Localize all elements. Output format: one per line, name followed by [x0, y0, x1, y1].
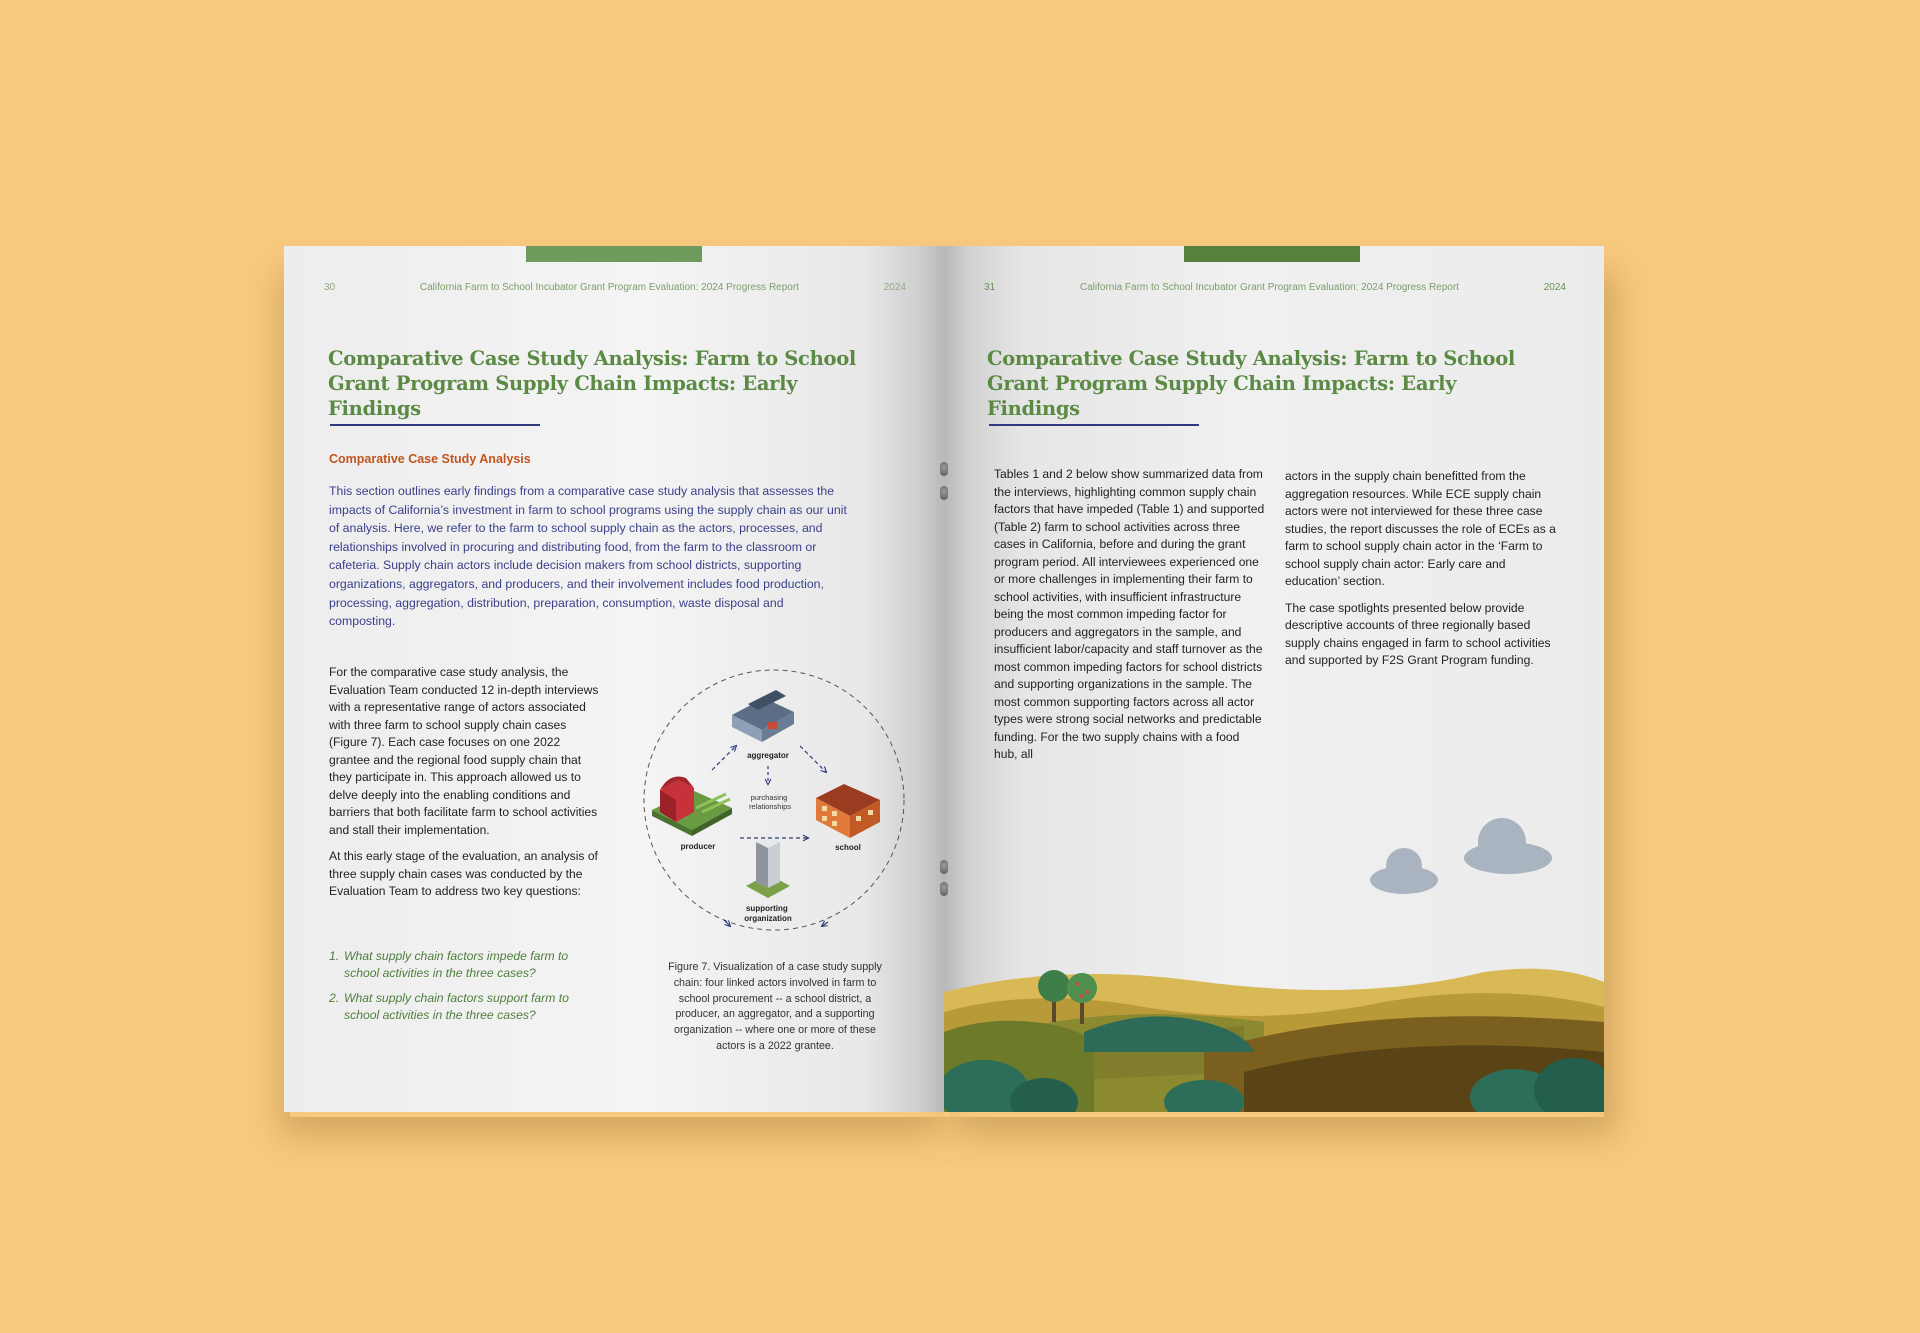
heading-rule [330, 424, 540, 426]
binding-ring [940, 860, 948, 874]
aggregator-label: aggregator [747, 751, 789, 760]
left-column [329, 664, 599, 910]
figure-caption: Figure 7. Visualization of a case study supply chain: four linked actors involved in farm to school procurement -- a school district, a producer, an aggregator, and a supporting organization -- where one or more of these actors is a 2022 grantee. [668, 961, 882, 1052]
running-title: California Farm to School Incubator Grant Program Evaluation: 2024 Progress Report [1079, 282, 1459, 293]
running-year: 2024 [1543, 282, 1566, 293]
binding-ring [940, 486, 948, 500]
question-item [329, 990, 589, 1024]
supporting-label-line: supporting [745, 904, 788, 913]
question-number: 1. [329, 949, 340, 963]
question-number: 2. [329, 991, 340, 1005]
question-text: What supply chain factors impede farm to school activities in the three cases? [344, 949, 569, 980]
body-paragraph: For the comparative case study analysis, the Evaluation Team conducted 12 in-depth interviews with a representative range of actors associated with three farm to school supply chain cases (Figure 7). Each case focuses on one 2022 grantee and the regional food supply chain that they participate in. This approach allowed us to delve deeply into the enabling conditions and barriers that both facilitate farm to school activities and stall their implementation. [329, 665, 599, 837]
supporting-label-line: organization [744, 914, 792, 923]
landscape-illustration [944, 962, 1604, 1112]
heading-line: Comparative Case Study Analysis: Farm to School [987, 347, 1516, 370]
running-title: California Farm to School Incubator Grant Program Evaluation: 2024 Progress Report [419, 282, 799, 293]
page-tab [526, 246, 702, 262]
right-column-2 [1285, 468, 1561, 679]
producer-label: producer [680, 842, 716, 851]
heading-rule [989, 424, 1199, 426]
page-heading [987, 346, 1547, 421]
right-page [944, 246, 1604, 1112]
school-label: school [835, 843, 861, 852]
supporting-organization-icon [746, 836, 790, 898]
school-icon [816, 784, 880, 838]
body-paragraph: At this early stage of the evaluation, an analysis of three supply chain cases was conducted by the Evaluation Team to address two key questions: [329, 849, 598, 898]
supporting-organization-label [744, 904, 792, 923]
purchasing-relationships-label [749, 793, 791, 811]
producer-icon [652, 777, 732, 837]
running-header [324, 282, 906, 296]
body-paragraph: actors in the supply chain benefitted from the aggregation resources. While ECE supply chain actors were not interviewed for these three case studies, the report discusses the role of ECEs as a farm to school supply chain actor in the ‘Farm to school supply chain actor: Early care and education’ section. [1285, 469, 1556, 588]
supply-chain-diagram [640, 660, 908, 940]
section-subheading: Comparative Case Study Analysis [329, 452, 531, 466]
binding-ring [940, 882, 948, 896]
heading-line: Comparative Case Study Analysis: Farm to School [328, 347, 857, 370]
heading-line: Grant Program Supply Chain Impacts: Early Findings [328, 372, 798, 420]
purchasing-label-line: purchasing [750, 793, 788, 802]
aggregator-icon [732, 690, 794, 742]
arrow-cycle-right [822, 922, 828, 926]
question-text: What supply chain factors support farm to school activities in the three cases? [344, 991, 569, 1022]
body-paragraph: Tables 1 and 2 below show summarized data from the interviews, highlighting common supply chain factors that have impeded (Table 1) and supported (Table 2) farm to school activities across three cases in California, before and during the grant program period. All interviewees experienced one or more challenges in implementing their farm to school activities, with insufficient infrastructure being the most common impeding factor for producers and aggregators in the sample, and insufficient labor/capacity and staff turnover as the most common impeding factors for school districts and supporting organizations in the sample. The most common supporting factors across all actor types were strong social networks and predictable funding. For the two supply chains with a food hub, all [994, 467, 1265, 761]
running-year: 2024 [883, 282, 906, 293]
left-page [284, 246, 944, 1112]
page-tab [1184, 246, 1360, 262]
page-heading [328, 346, 888, 421]
arrow-producer-aggregator [712, 746, 736, 770]
binding-ring [940, 462, 948, 476]
arrow-aggregator-school [800, 746, 826, 772]
clouds-illustration [1364, 812, 1564, 902]
question-item [329, 948, 589, 982]
page-number: 31 [984, 282, 996, 293]
page-number: 30 [324, 282, 336, 293]
running-header [984, 282, 1566, 296]
right-column-1 [994, 466, 1266, 773]
body-paragraph: The case spotlights presented below provide descriptive accounts of three regionally based supply chains engaged in farm to school activities and supported by F2S Grant Program funding. [1285, 600, 1551, 667]
heading-line: Grant Program Supply Chain Impacts: Early Findings [987, 372, 1457, 420]
intro-paragraph: This section outlines early findings from a comparative case study analysis that assesses the impacts of California’s investment in farm to school programs using the supply chain as our unit of analysis. Here, we refer to the farm to school supply chain as the actors, processes, and relationships involved in procuring and distributing food, from the farm to the classroom or cafeteria. Supply chain actors include decision makers from school districts, supporting organizations, aggregators, and producers, and their involvement includes food production, processing, aggregation, distribution, preparation, consumption, waste disposal and composting. [329, 484, 847, 629]
purchasing-label-line: relationships [748, 802, 792, 811]
